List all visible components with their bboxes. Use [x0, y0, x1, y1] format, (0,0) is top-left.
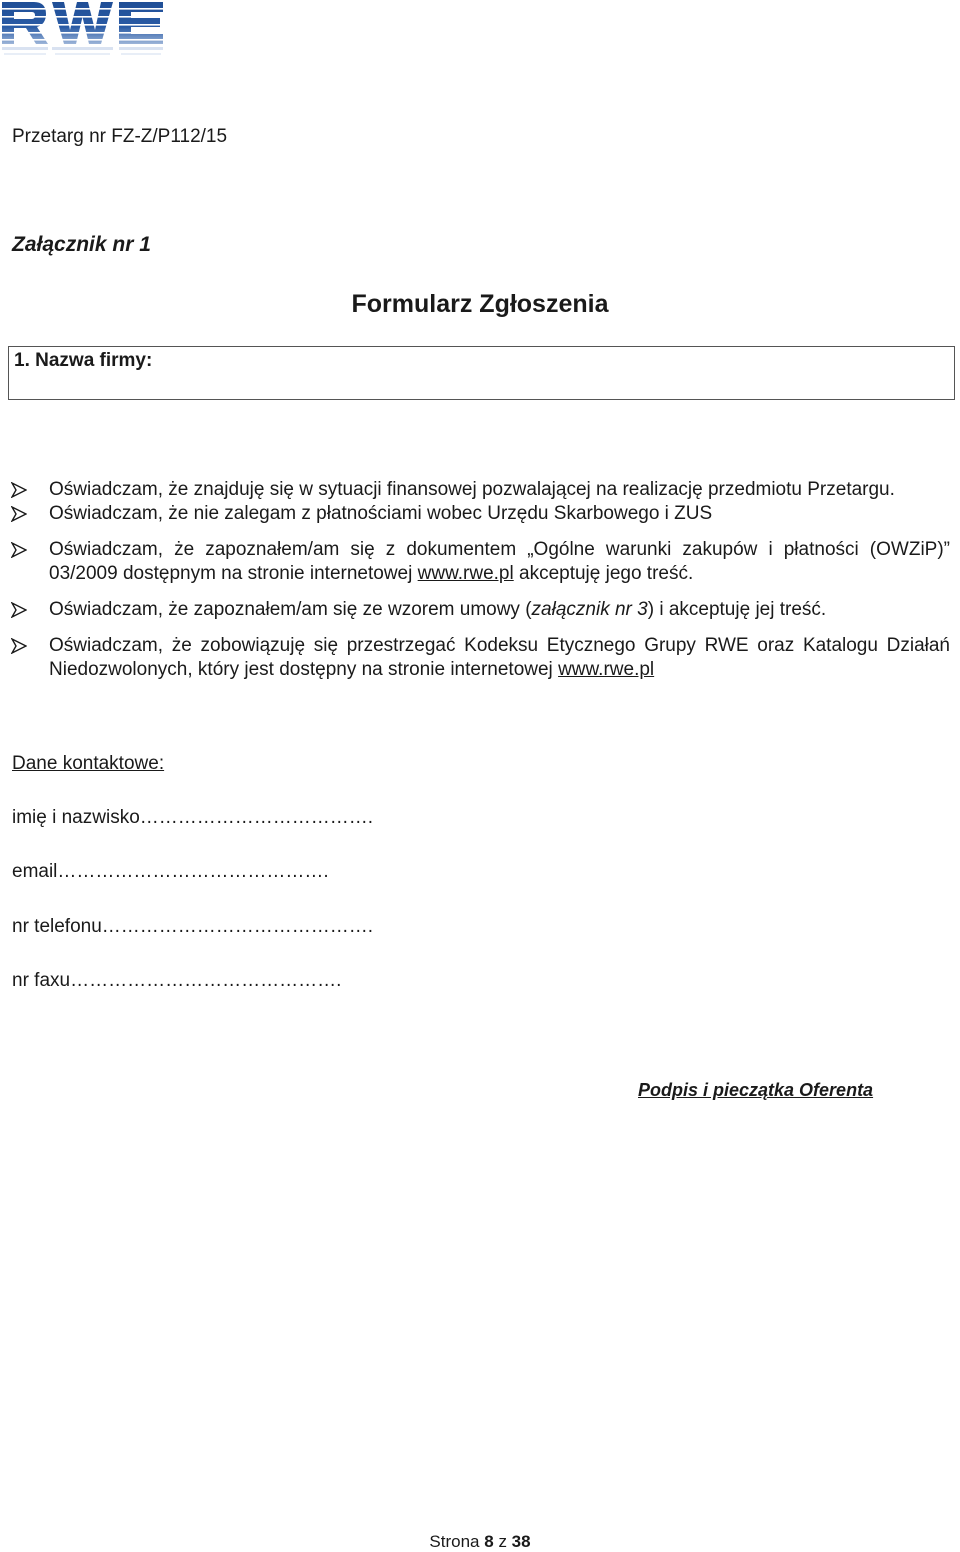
declaration-financial [0, 478, 960, 502]
page-prefix: Strona [429, 1532, 480, 1551]
form-title: Formularz Zgłoszenia [351, 290, 609, 318]
page-number: 8 [484, 1532, 494, 1551]
arrowhead-bullet-icon [11, 542, 27, 558]
rwe-website-link[interactable]: www.rwe.pl [417, 563, 514, 584]
arrowhead-bullet-icon [11, 638, 27, 654]
arrowhead-bullet-icon [11, 602, 27, 618]
rwe-website-link[interactable]: www.rwe.pl [558, 659, 655, 680]
email-field[interactable]: email……………………………………. [12, 861, 329, 882]
arrowhead-bullet-icon [11, 482, 27, 498]
contacts-heading: Dane kontaktowe: [12, 753, 165, 774]
rwe-logo [0, 0, 166, 70]
page-footer [0, 1532, 960, 1552]
declaration-ethics-code [0, 634, 960, 682]
signature-label: Podpis i pieczątka Oferenta [638, 1080, 874, 1100]
declaration-text: Oświadczam, że zapoznałem/am się ze wzorem umowy ( [49, 599, 532, 620]
declaration-owzip [0, 538, 960, 586]
declaration-contract-template [0, 598, 960, 622]
declaration-no-arrears [0, 502, 960, 526]
attachment-reference: załącznik nr 3 [531, 599, 648, 620]
page-total: 38 [511, 1532, 531, 1551]
page-separator: z [498, 1532, 507, 1551]
declaration-text: ) i akceptuję jej treść. [647, 599, 827, 620]
name-field[interactable]: imię i nazwisko………………………………. [12, 807, 374, 828]
attachment-label: Załącznik nr 1 [12, 233, 151, 256]
declaration-text: akceptuję jego treść. [513, 563, 694, 584]
arrowhead-bullet-icon [11, 506, 27, 522]
declaration-text: Oświadczam, że zobowiązuję się przestrzegać Kodeksu Etycznego Grupy RWE oraz Katalogu Działań Niedozwolonych, który jest dostępny na stronie internetowej [49, 635, 950, 680]
fax-field[interactable]: nr faxu……………………………………. [12, 970, 342, 991]
tender-number: Przetarg nr FZ-Z/P112/15 [12, 126, 228, 147]
declaration-text: Oświadczam, że zapoznałem/am się z dokumentem „Ogólne warunki zakupów i płatności (OWZiP)” 03/2009 dostępnym na stronie internetowej [49, 539, 950, 584]
company-name-label: 1. Nazwa firmy: [14, 350, 153, 371]
company-name-field[interactable] [8, 346, 955, 400]
declaration-text: Oświadczam, że znajduję się w sytuacji finansowej pozwalającej na realizację przedmiotu Przetargu. [49, 479, 895, 500]
phone-field[interactable]: nr telefonu……………………………………. [12, 916, 374, 937]
declaration-text: Oświadczam, że nie zalegam z płatnościami wobec Urzędu Skarbowego i ZUS [49, 503, 713, 524]
declarations-list [0, 478, 960, 682]
